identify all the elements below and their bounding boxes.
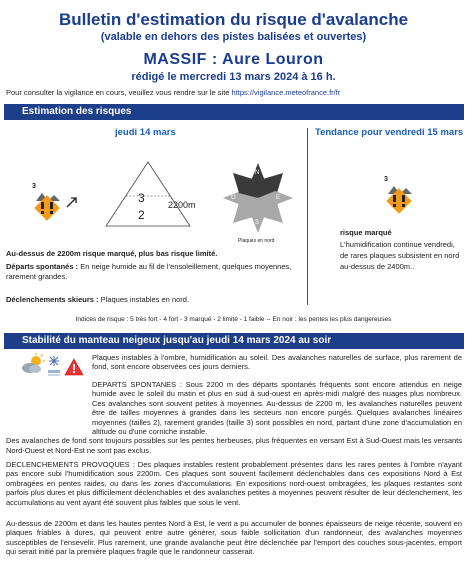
risk-icon xyxy=(30,183,64,223)
day-label: jeudi 14 mars xyxy=(115,127,176,138)
arrow-icon xyxy=(66,196,78,208)
stabilite-haut: Au-dessus de 2200m et dans les hautes pentes Nord à Est, le vent a pu accumuler de bonnes épaisseurs de neige récente, souvent en plaques friables à dures, qui peuvent entre autre générer, sous faible sollicitation d'un randonneur, des avalanches moyennes susceptibles de l'ensevelir. Plus rarement, une grande avalanche peut être déclenchée par l'emport des couches sous-jacentes, emport qui serait initié par la première plaques fragile que le randonneur casserait. xyxy=(6,519,462,557)
consult-line xyxy=(6,88,340,97)
tendance-risk-number: 3 xyxy=(384,176,388,183)
rose-label-e: E xyxy=(276,195,281,201)
tendance-text: L'humidification continue vendredi, de rares plaques subsistent en nord au-dessus de 2400m.. xyxy=(340,240,460,271)
stabilite-provoques: DECLENCHEMENTS PROVOQUES : Des plaques instables restent probablement présentes dans les rares pentes à l'ombre n'ayant pas encore subi l'humidification sous 2200m. Ces plaques sont souvent facilement déclenchables dans ces expositions Nord à Est ombragées en pentes raides, ou dans les zones d'accumulations. En expositions nord-ouest ombragées, les plaques restantes sont parfois plus dures et plus difficilement déclenchables et des avalanches petites à moyennes peuvent résulter de leur déclenchement, les accumulations au vent ayant été souvent plus faibles que sous le vent. xyxy=(6,460,462,507)
rose-label-n: N xyxy=(255,170,260,176)
rose-caption: Plaques en nord xyxy=(238,238,275,244)
risk-legend: Indices de risque : 5 très fort - 4 fort - 3 marqué - 2 limité - 1 faible -- En noir : les pentes les plus dangereuses xyxy=(75,316,392,323)
declenchements-skieurs xyxy=(6,295,306,305)
snow-icon xyxy=(46,354,62,378)
sun-cloud-icon xyxy=(20,352,46,378)
tendance-title: Tendance pour vendredi 15 mars xyxy=(315,127,464,138)
tendance-risk-icon xyxy=(382,176,416,216)
risk-icon-number: 3 xyxy=(32,183,36,190)
bulletin-subtitle: (valable en dehors des pistes balisées et ouvertes) xyxy=(100,31,367,43)
stabilite-section-bar xyxy=(4,333,464,349)
departs-spontanes xyxy=(6,262,296,282)
estimation-section-title: Estimation des risques xyxy=(22,106,132,117)
estimation-section-bar xyxy=(4,104,464,120)
rose-label-o: O xyxy=(231,195,236,201)
bulletin-title: Bulletin d'estimation du risque d'avalanche xyxy=(58,10,409,29)
rose-label-s: S xyxy=(255,220,260,226)
massif-name: MASSIF : Aure Louron xyxy=(143,51,324,68)
stabilite-section-title: Stabilité du manteau neigeux jusqu'au jeudi 14 mars 2024 au soir xyxy=(22,335,332,346)
warning-triangle-icon xyxy=(30,183,64,223)
departs-text: En neige humide au fil de l'ensoleillement, quelques moyennes, rarement grandes. xyxy=(6,262,292,281)
triangle-lower-risk: 2 xyxy=(138,208,145,222)
consult-text: Pour consulter la vigilance en cours, veuillez vous rendre sur le site xyxy=(6,88,230,97)
departs-paragraph: DEPARTS SPONTANES : Sous 2200 m des départs spontanés fréquents sont encore attendus en neige humide avec le soleil du matin et plus en sud à sud-ouest en après-midi malgré des nuages plus nombreux. Ces avalanches sont souvent petites à moyennes. Au-dessus de 2200 m, les avalanches naturelles peuvent être de tailles moyennes à grandes dans les secteurs non encore purgés. Quelques avalanches linéaires moyennes (tailles 2), rarement grandes (taille 3) sont possibles en nord, partant d'une zone d'accumulation en altitude ou d'une corniche instable. xyxy=(92,380,462,437)
warning-triangle-icon xyxy=(64,358,84,376)
vigilance-link[interactable]: https://vigilance.meteofrance.fr/fr xyxy=(231,88,341,97)
stabilite-intro: Plaques instables à l'ombre, humidification au soleil. Des avalanches naturelles de surface, plus rarement de fond, sont encore observées ces jours derniers. xyxy=(92,353,462,372)
warning-triangle-icon xyxy=(382,176,416,216)
departs-label: Départs spontanés : xyxy=(6,262,79,271)
declenchements-text: Plaques instables en nord. xyxy=(100,295,190,304)
stabilite-departs xyxy=(6,380,462,455)
declenchements-label: Déclenchements skieurs : xyxy=(6,295,99,304)
column-divider xyxy=(307,128,308,305)
triangle-upper-risk: 3 xyxy=(138,191,145,205)
altitude-triangle xyxy=(100,160,196,230)
departs-paragraph-2: Des avalanches de fond sont toujours possibles sur les pentes herbeuses, plus fréquentes en versant Est à Sud-Ouest mais les versants Nord-Ouest et Nord-Est ne sont pas exclus. xyxy=(6,436,462,455)
tendance-risk-label: risque marqué xyxy=(340,228,392,237)
altitude-value: 2200m xyxy=(168,200,196,210)
risk-summary: Au-dessus de 2200m risque marqué, plus bas risque limité. xyxy=(6,249,218,258)
redige-date: rédigé le mercredi 13 mars 2024 à 16 h. xyxy=(131,71,336,83)
